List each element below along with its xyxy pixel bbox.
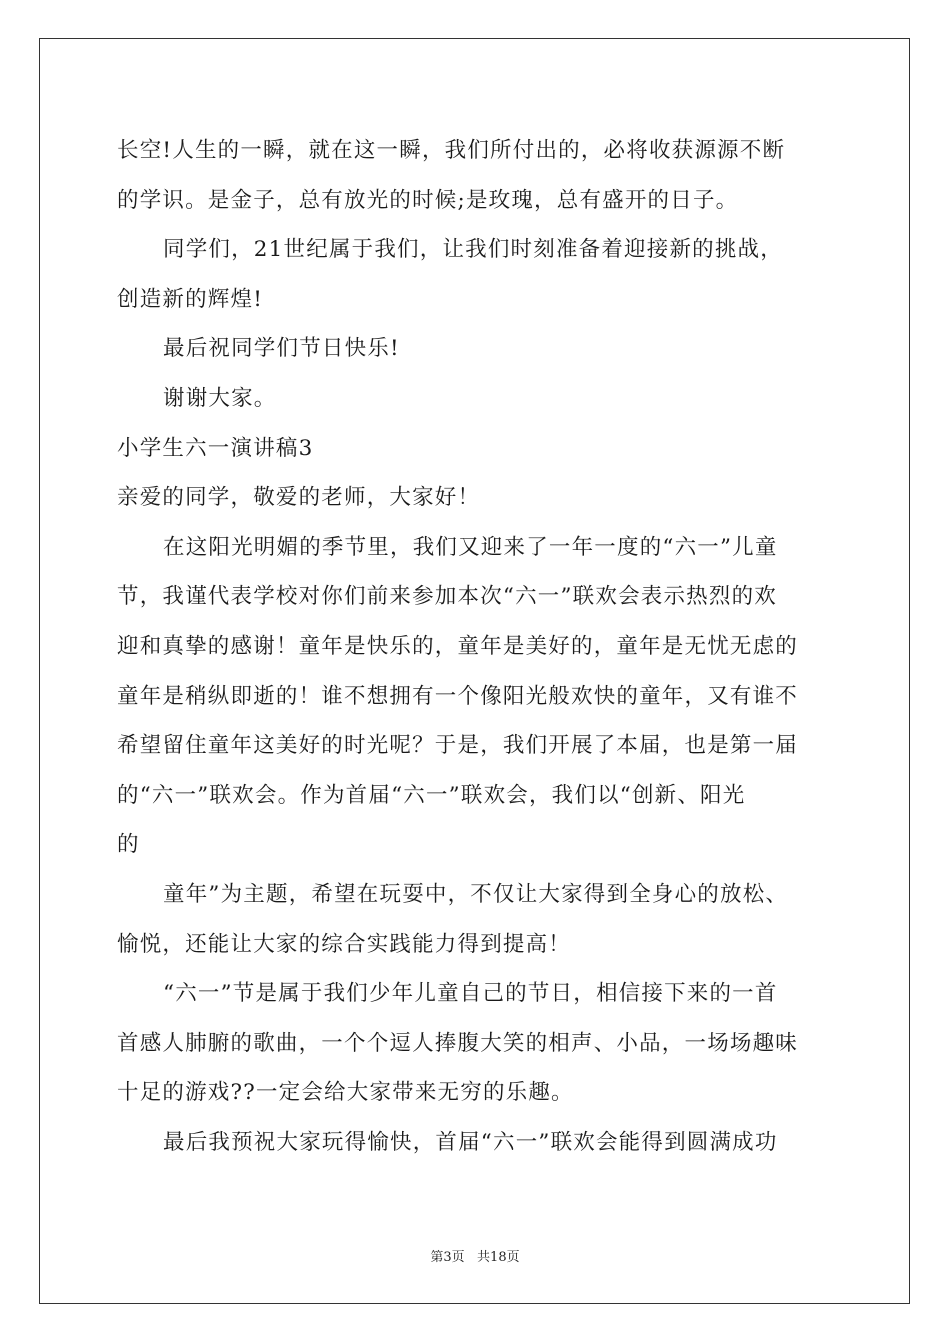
text-line: 十足的游戏??一定会给大家带来无穷的乐趣。 <box>117 1080 574 1106</box>
text-line: 创造新的辉煌! <box>117 286 264 312</box>
text-line: “六一”节是属于我们少年儿童自己的节日，相信接下来的一首 <box>163 981 778 1007</box>
text-line: 童年是稍纵即逝的！谁不想拥有一个像阳光般欢快的童年，又有谁不 <box>117 683 799 709</box>
text-line: 最后我预祝大家玩得愉快，首届“六一”联欢会能得到圆满成功 <box>163 1129 778 1155</box>
text-line: 同学们，21世纪属于我们，让我们时刻准备着迎接新的挑战， <box>163 237 783 263</box>
text-line: 的学识。是金子，总有放光的时候;是玫瑰，总有盛开的日子。 <box>117 187 739 213</box>
text-line: 最后祝同学们节日快乐! <box>163 336 400 362</box>
text-line: 谢谢大家。 <box>163 385 277 411</box>
text-line: 希望留住童年这美好的时光呢？于是，我们开展了本届，也是第一届 <box>117 733 799 759</box>
section-heading: 小学生六一演讲稿3 <box>117 435 314 461</box>
text-line: 在这阳光明媚的季节里，我们又迎来了一年一度的“六一”儿童 <box>163 534 778 560</box>
text-line: 童年”为主题，希望在玩耍中，不仅让大家得到全身心的放松、 <box>163 881 789 907</box>
document-body <box>117 126 833 1167</box>
salutation: 亲爱的同学，敬爱的老师，大家好！ <box>117 485 481 511</box>
text-line: 节，我谨代表学校对你们前来参加本次“六一”联欢会表示热烈的欢 <box>117 584 777 610</box>
text-line: 的 <box>117 832 140 858</box>
text-line: 首感人肺腑的歌曲，一个个逗人捧腹大笑的相声、小品，一场场趣味 <box>117 1030 799 1056</box>
text-line: 长空!人生的一瞬，就在这一瞬，我们所付出的，必将收获源源不断 <box>117 138 786 163</box>
page-number: 第3页 共18页 <box>430 1250 520 1265</box>
text-line: 的“六一”联欢会。作为首届“六一”联欢会，我们以“创新、阳光 <box>117 782 746 808</box>
text-line: 迎和真挚的感谢！童年是快乐的，童年是美好的，童年是无忧无虑的 <box>117 633 799 659</box>
text-line: 愉悦，还能让大家的综合实践能力得到提高！ <box>117 931 572 957</box>
